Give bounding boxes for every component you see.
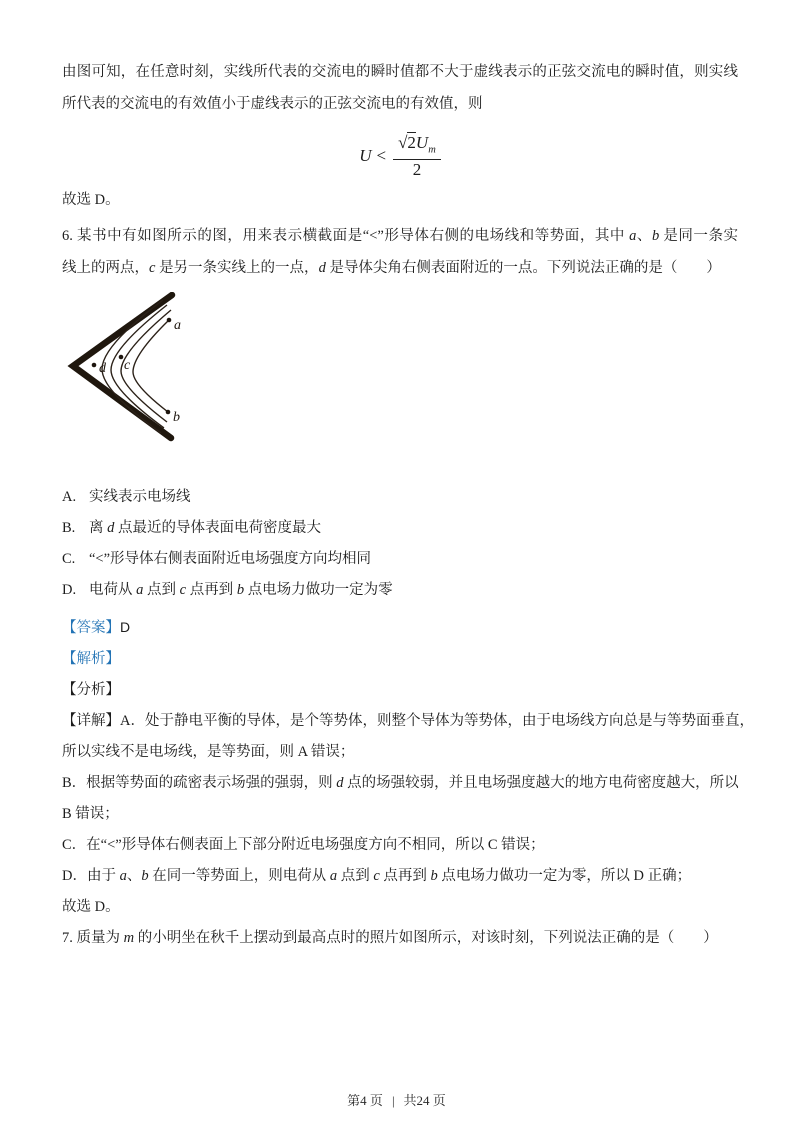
text-run: 由图可知，在任意时刻，实线所代表的交流电的瞬时值都不大于虚线表示的正弦交流电的瞬时值，则实线 <box>62 64 738 80</box>
question-6-stem <box>62 220 738 284</box>
variable: c <box>179 582 187 598</box>
answer-value: D <box>120 619 131 635</box>
text-run: 在同一等势面上，则电荷从 <box>148 868 330 884</box>
text-run: 【详解】A．处于静电平衡的导体，是个等势体，则整个导体为等势体，由于电场线方向总是与等势面垂直， <box>62 713 754 729</box>
radicand: 2 <box>407 132 416 152</box>
text-run: 电荷从 <box>89 582 137 598</box>
variable: a <box>136 582 144 598</box>
text-run: 、 <box>636 228 652 244</box>
text-run: 是另一条实线上的一点， <box>155 260 319 276</box>
explanation-para-a <box>62 706 754 768</box>
point-a-label: a <box>174 318 181 333</box>
option-c-text <box>89 544 371 575</box>
point-b-dot <box>166 410 171 415</box>
text-line <box>62 830 738 861</box>
option-a-text <box>89 482 191 513</box>
text-line <box>62 768 738 799</box>
formula-lhs: U <box>359 145 372 165</box>
variable: m <box>123 930 135 946</box>
formula-fraction <box>393 133 441 180</box>
text-run: 点的场强较弱，并且电场强度越大的地方电荷密度越大，所以 <box>343 775 739 791</box>
answer-label: 【答案】 <box>62 620 120 636</box>
variable: d <box>318 260 326 276</box>
variable: d <box>336 775 344 791</box>
option-d-text <box>89 575 393 606</box>
radical-sign: √ <box>398 132 408 152</box>
option-d <box>62 575 738 606</box>
text-run: 点再到 <box>186 582 237 598</box>
field-lines-diagram <box>60 292 285 452</box>
formula-denominator: 2 <box>412 159 422 179</box>
variable: b <box>236 582 245 598</box>
variable: a <box>629 228 637 244</box>
text-run: 点到 <box>337 868 374 884</box>
conductor-shape <box>73 295 172 438</box>
point-d-label: d <box>99 361 106 376</box>
formula <box>62 128 738 184</box>
variable: c <box>149 260 156 276</box>
text-run: 线上的两点， <box>62 260 149 276</box>
footer-total-pages: 共24 页 <box>403 1093 446 1108</box>
text-run: 6. 某书中有如图所示的图，用来表示横截面是“<”形导体右侧的电场线和等势面，其中 <box>62 228 630 244</box>
equipotential-line-2 <box>111 305 167 428</box>
text-line <box>62 252 738 284</box>
text-line <box>62 220 738 252</box>
text-line <box>62 56 738 88</box>
option-a <box>62 482 738 513</box>
q6-figure <box>60 292 738 452</box>
text-run: “<”形导体右侧表面附近电场强度方向均相同 <box>89 551 372 567</box>
text-run: 是导体尖角右侧表面附近的一点。下列说法正确的是（ ） <box>325 260 721 276</box>
variable: b <box>651 228 660 244</box>
footer-page-number: 第4 页 <box>347 1093 383 1108</box>
text-line <box>62 737 738 768</box>
numerator-subscript: m <box>428 144 436 156</box>
question-7-stem <box>62 923 738 954</box>
text-run: B 错误； <box>62 806 119 822</box>
text-run: 是同一条实 <box>659 228 739 244</box>
option-b <box>62 513 738 544</box>
page-content <box>62 56 754 954</box>
text-run: B．根据等势面的疏密表示场强的强弱，则 <box>62 775 337 791</box>
text-run: C．在“<”形导体右侧表面上下部分附近电场强度方向不相同，所以 C 错误； <box>62 837 545 853</box>
explanation-para-b <box>62 768 738 830</box>
q6-options <box>62 482 738 606</box>
text-run: 点电场力做功一定为零 <box>244 582 393 598</box>
variable: d <box>107 520 115 536</box>
text-line <box>62 88 738 120</box>
jiexi-line <box>62 644 738 675</box>
variable: a <box>329 868 338 884</box>
prev-solution-paragraph <box>62 56 738 120</box>
text-line <box>62 799 738 830</box>
point-d-dot <box>92 363 97 368</box>
text-line <box>62 706 754 737</box>
text-run: 点到 <box>143 582 180 598</box>
footer-separator: | <box>391 1093 395 1108</box>
text-run: 、 <box>126 868 142 884</box>
option-a-label: A. <box>62 489 77 505</box>
text-run: 7. 质量为 <box>62 930 124 946</box>
text-line <box>62 892 738 923</box>
q6-solution <box>62 612 754 923</box>
variable: a <box>119 868 127 884</box>
text-line <box>62 923 738 954</box>
numerator-variable: U <box>415 132 429 152</box>
page-footer <box>0 1090 793 1109</box>
explanation-conclusion <box>62 892 738 923</box>
text-run: 的小明坐在秋千上摆动到最高点时的照片如图所示，对该时刻，下列说法正确的是（ ） <box>134 930 718 946</box>
formula-numerator <box>393 133 441 160</box>
text-line <box>62 184 738 216</box>
fenxi-line <box>62 675 738 706</box>
variable: b <box>430 868 438 884</box>
option-d-label: D. <box>62 582 77 598</box>
variable: c <box>373 868 380 884</box>
variable: b <box>141 868 149 884</box>
text-line <box>62 861 738 892</box>
point-a-dot <box>167 318 172 323</box>
jiexi-label: 【解析】 <box>62 651 120 667</box>
text-run: 离 <box>89 520 108 536</box>
prev-solution-conclusion <box>62 184 738 216</box>
fenxi-label: 【分析】 <box>62 682 120 698</box>
text-run: 点最近的导体表面电荷密度最大 <box>114 520 321 536</box>
point-c-label: c <box>124 358 131 373</box>
text-run: D．由于 <box>62 868 120 884</box>
option-b-label: B. <box>62 520 76 536</box>
explanation-para-d <box>62 861 738 892</box>
text-run: 实线表示电场线 <box>89 489 191 505</box>
text-run: 故选 D。 <box>62 192 120 208</box>
text-run: 故选 D。 <box>62 899 120 915</box>
explanation-para-c <box>62 830 738 861</box>
option-c-label: C. <box>62 551 76 567</box>
point-c-dot <box>119 355 124 360</box>
option-c <box>62 544 738 575</box>
text-run: 点电场力做功一定为零，所以 D 正确； <box>437 868 692 884</box>
text-run: 所以实线不是电场线，是等势面，则 A 错误； <box>62 744 355 760</box>
answer-line <box>62 612 738 644</box>
formula-relation: < <box>376 145 387 165</box>
text-run: 所代表的交流电的有效值小于虚线表示的正弦交流电的有效值，则 <box>62 96 483 112</box>
option-b-text <box>89 513 321 544</box>
point-b-label: b <box>173 410 180 425</box>
text-run: 点再到 <box>379 868 431 884</box>
